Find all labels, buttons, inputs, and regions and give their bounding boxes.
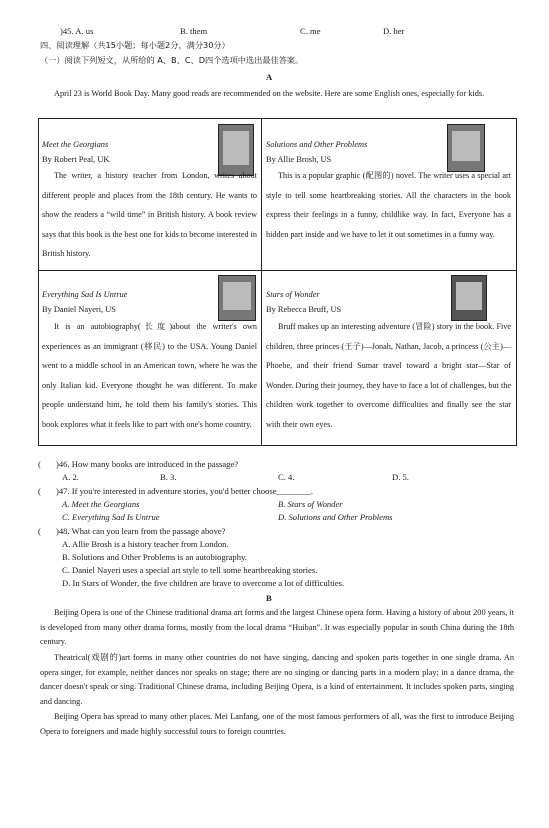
- option: D. Solutions and Other Problems: [278, 512, 393, 522]
- book-cover-solutions: [447, 124, 485, 172]
- book-title: Stars of Wonder: [266, 290, 320, 299]
- book-title: Solutions and Other Problems: [266, 140, 368, 149]
- book-cover-stars-of-wonder: [451, 275, 487, 321]
- passage-a-label: A: [266, 72, 273, 82]
- q45-option-d: D. her: [383, 26, 405, 36]
- instruction: （一）阅读下列短文，从所给的 A、B、C、D四个选项中选出最佳答案。: [40, 55, 304, 65]
- question-47-stem: )47. If you're interested in adventure stories, you'd better choose________.: [56, 486, 314, 496]
- book-author: By Rebecca Bruff, US: [266, 305, 342, 314]
- passage-b-paragraph-1: Beijing Opera is one of the Chinese traditional drama art forms and the largest Chinese opera form. Having a history of about 200 years, it is developed from many other drama forms, mostly from the local drama “Huiban”. It was especially popular in south China during the 18th century.: [40, 608, 514, 647]
- section-header: 四、阅读理解（共15小题；每小题2分，满分30分）: [40, 40, 230, 50]
- option: B. Stars of Wonder: [278, 499, 343, 509]
- passage-b-label: B: [266, 593, 272, 603]
- question-46-stem: )46. How many books are introduced in the passage?: [56, 459, 239, 469]
- book-description: Bruff makes up an interesting adventure (冒险) story in the book. Five children, three princes (王子)—Jonah, Nathan, Jacob, a princess (公主)—Phoebe, and their friend Sumar travel toward a bright star—Star of Wonder. During their journey, they have to face a lot of challenges, but the children work together to overcome difficulties and finally see the star with their own eyes.: [266, 322, 511, 429]
- option: D. 5.: [392, 472, 409, 482]
- option: C. Everything Sad Is Untrue: [62, 512, 160, 522]
- option: A. Meet the Georgians: [62, 499, 140, 509]
- option: C. 4.: [278, 472, 295, 482]
- option: D. In Stars of Wonder, the five children are brave to overcome a lot of difficulties.: [62, 578, 345, 588]
- question-paren: (: [38, 526, 41, 536]
- book-description: It is an autobiography(长度)about the writer's own experiences as an immigrant (移民) to the USA. Young Daniel went to a middle school in an American town, where he was the only Italian kid. Everyone thought he was different. To make people understand him, he told them his family's stories. This book explores what it feels like to part with one's home country.: [42, 322, 257, 429]
- passage-a-intro: April 23 is World Book Day. Many good reads are recommended on the website. Here are some English ones, especially for kids.: [54, 89, 485, 98]
- book-description: This is a popular graphic (配图的) novel. The writer uses a special art style to tell some heartbreaking stories. All the characters in the book express their feelings in a funny, childlike way. In fact, Everyone has a hidden part inside and we have to let it out sometimes in a funny way.: [266, 171, 511, 239]
- q45-option-c: C. me: [300, 26, 321, 36]
- q45-option-b: B. them: [180, 26, 208, 36]
- question-paren: (: [38, 486, 41, 496]
- book-author: By Daniel Nayeri, US: [42, 305, 116, 314]
- option: B. 3.: [160, 472, 177, 482]
- book-description: The writer, a history teacher from London, writes about different people and places from the 18th century. He wants to show the readers a “wild time” in British history. A book review says that this book is the best one for kids to become interested in British history.: [42, 171, 257, 259]
- question-48-stem: )48. What can you learn from the passage above?: [56, 526, 226, 536]
- q45-stem: )45. A. us: [60, 26, 94, 36]
- option: A. Allie Brosh is a history teacher from London.: [62, 539, 229, 549]
- passage-b-paragraph-2: Theatrical(戏剧的)art forms in many other countries do not have singing, dancing and spoken parts together in one single drama. An opera singer, for example, neither dances nor speaks on stage; there are no singing or dancing parts in a modern play; in a dance drama, the dancer doesn't speak or sing. Traditional Chinese drama, including Beijing Opera, is a kind of entertainment. It includes spoken parts, singing and dancing.: [40, 653, 514, 707]
- passage-b-paragraph-3: Beijing Opera has spread to many other places. Mei Lanfang, one of the most famous performers of all, was the first to introduce Beijing Opera to foreigners and made highly successful tours to foreign countries.: [40, 712, 514, 736]
- option: B. Solutions and Other Problems is an autobiography.: [62, 552, 247, 562]
- book-title: Everything Sad Is Untrue: [42, 290, 128, 299]
- book-cover-everything-sad: [218, 275, 256, 321]
- book-author: By Allie Brosh, US: [266, 155, 332, 164]
- option: A. 2.: [62, 472, 79, 482]
- book-title: Meet the Georgians: [42, 140, 109, 149]
- option: C. Daniel Nayeri uses a special art style to tell some heartbreaking stories.: [62, 565, 318, 575]
- book-author: By Robert Peal, UK: [42, 155, 110, 164]
- question-paren: (: [38, 459, 41, 469]
